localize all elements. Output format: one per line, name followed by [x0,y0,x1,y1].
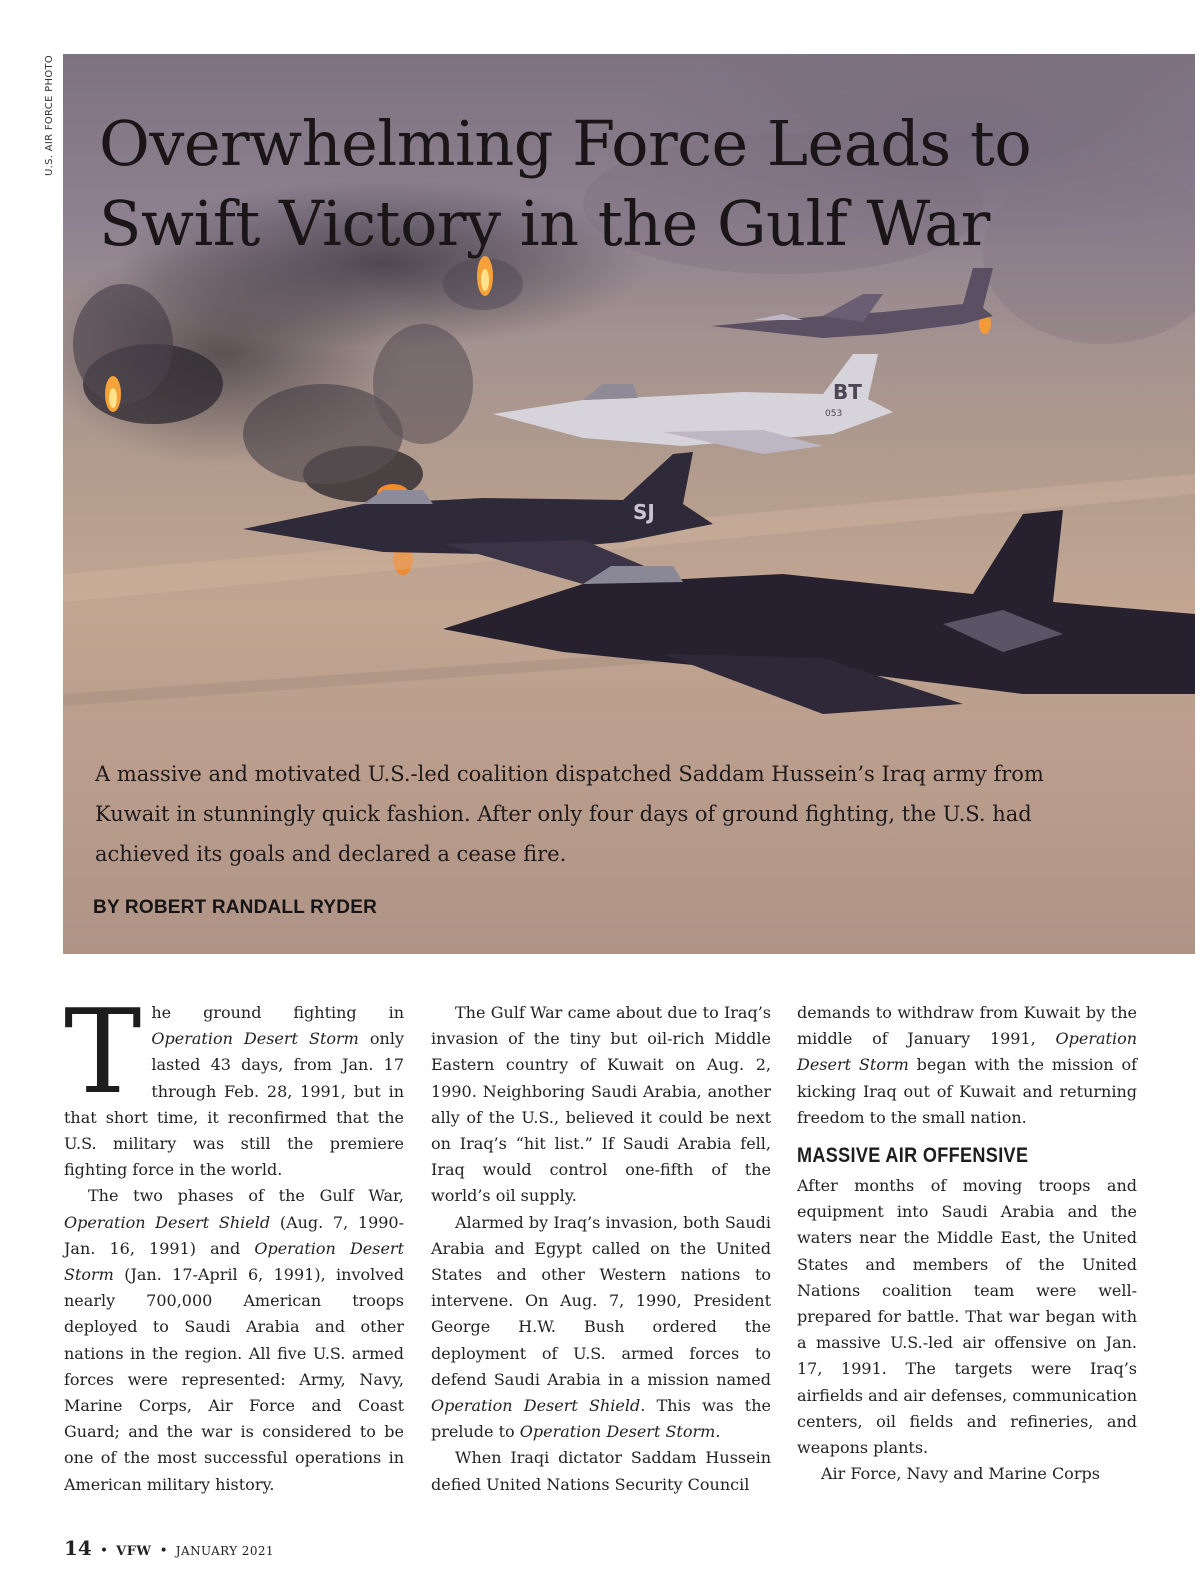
headline-line-1: Overwhelming Force Leads to [99,107,1032,180]
paragraph-7: Air Force, Navy and Marine Corps [821,1464,1100,1484]
photo-credit: U.S. AIR FORCE PHOTO [44,54,55,176]
paragraph-3: The Gulf War came about due to Iraq’s invasion of the tiny but oil-rich Middle Eastern country of Kuwait on Aug. 2, 1990. Neighboring Saudi Arabia, another ally of the U.S., believed it could be next on Iraq’s “hit list.” If Saudi Arabia fell, Iraq would control one-fifth of the world’s oil supply. [431,1003,771,1206]
tail-code-bt: BT [833,380,862,404]
magazine-name: VFW [116,1544,152,1559]
p2-text-c: (Jan. 17-April 6, 1991), involved nearly 700,000 American troops deployed to Saudi Arabia and other nations in the region. All five U.S. armed forces were represented: Army, Navy, Marine Corps, Air Force and Coast Guard; and the war is considered to be one of the most successful operations in American military history. [64,1265,404,1494]
tail-serial: 053 [825,409,843,419]
paragraph-5: When Iraqi dictator Saddam Hussein defied United Nations Security Council [431,1448,771,1494]
article-column-1 [64,985,405,1498]
p4-em-2: Operation Desert Storm [519,1422,716,1442]
paragraph-1 [64,985,404,1183]
paragraph-4 [431,1210,771,1446]
p4-em-1: Operation Desert Shield [431,1396,641,1416]
byline: BY ROBERT RANDALL RYDER [93,897,377,918]
folio-separator-2: • [159,1543,168,1559]
p2-em-1: Operation Desert Shield [64,1212,271,1232]
headline-line-2: Swift Victory in the Gulf War [99,187,990,260]
paragraph-5-continued [797,1000,1137,1131]
paragraph-6: After months of moving troops and equipment into Saudi Arabia and the waters near the Middle East, the United States and members of the United Nations coalition team were well-prepared for battle. That war began with a massive U.S.-led air offensive on Jan. 17, 1991. The targets were Iraq’s airfields and air defenses, communication centers, oil fields and refineries, and weapons plants. [797,1176,1137,1458]
jet-f15-light [493,354,893,454]
p2-em-2: Operation Desert Storm [64,1238,405,1285]
headline [99,104,1179,264]
p2-text-a: The two phases of the Gulf War, [88,1186,404,1206]
tail-code-sj-middle: SJ [633,500,655,524]
hero-photo [63,54,1195,954]
p2-text-b: (Aug. 7, 1990-Jan. 16, 1991) and [64,1212,405,1258]
article-column-2 [431,1000,771,1498]
paragraph-2 [64,1183,404,1497]
folio-separator-1: • [99,1543,109,1559]
subhead-air-offensive: MASSIVE AIR OFFENSIVE [797,1144,1029,1168]
p5c-em: Operation Desert Storm [797,1029,1137,1075]
dek: A massive and motivated U.S.-led coalition dispatched Saddam Hussein’s Iraq army from Kuwait in stunningly quick fashion. After only four days of ground fighting, the U.S. had achieved its goals and declared a cease fire. [95,762,1044,866]
article-column-3 [797,1000,1137,1487]
issue-date: JANUARY 2021 [175,1544,274,1558]
p4-text-c: . [715,1422,721,1442]
p4-text-a: Alarmed by Iraq’s invasion, both Saudi Arabia and Egypt called on the United States and other Western nations to intervene. On Aug. 7, 1990, President George H.W. Bush ordered the deployment of U.S. armed forces to defend Saudi Arabia in a mission named [431,1212,771,1389]
p4-text-b: . This was the prelude to [431,1396,772,1442]
drop-cap: T [64,985,142,1120]
page-number: 14 [64,1536,92,1560]
p1-text-b: only lasted 43 days, from Jan. 17 through Feb. 28, 1991, but in that short time, it reconfirmed that the U.S. military was still the premiere fighting force in the world. [64,1029,404,1180]
p5c-text-a: demands to withdraw from Kuwait by the middle of January 1991, [797,1003,1137,1049]
jet-f16 [711,268,993,338]
p1-text-a: he ground fighting in [151,1003,404,1022]
p5c-text-b: began with the mission of kicking Iraq out of Kuwait and returning freedom to the small nation. [797,1055,1138,1127]
folio [64,1536,274,1560]
p1-em: Operation Desert Storm [151,1029,359,1049]
